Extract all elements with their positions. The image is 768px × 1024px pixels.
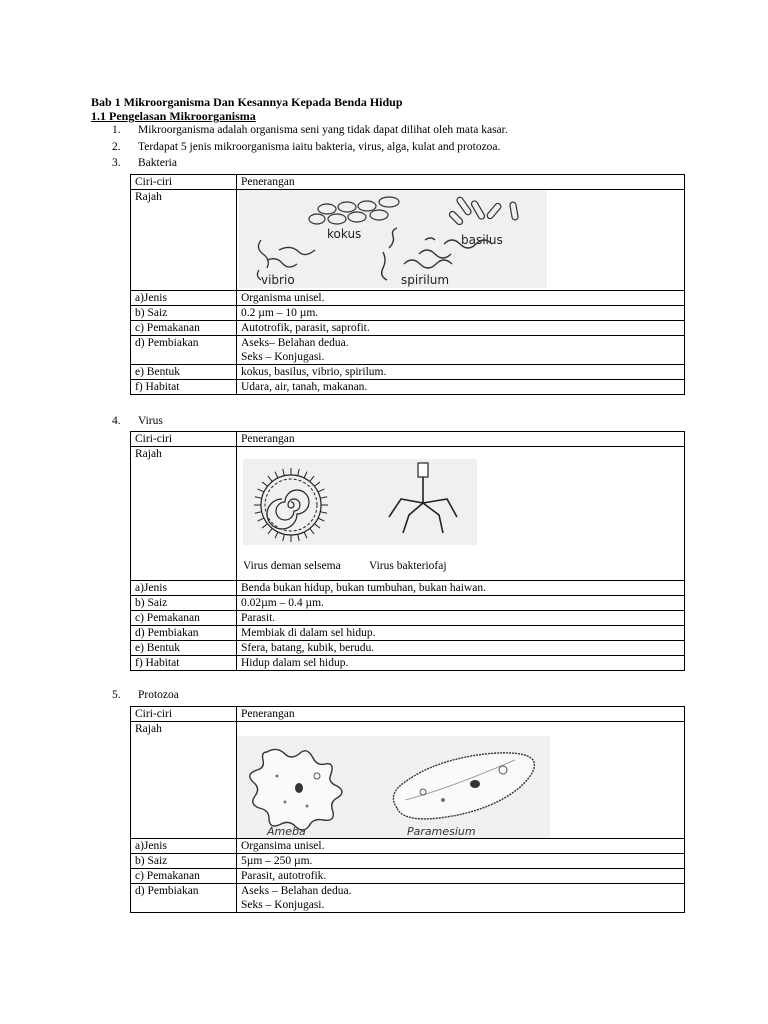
paramesium-shape — [393, 753, 534, 819]
virus-spike — [275, 472, 278, 478]
rajah-label: Rajah — [131, 447, 237, 581]
row-value: kokus, basilus, vibrio, spirilum. — [237, 365, 685, 380]
chapter-title: Bab 1 Mikroorganisma Dan Kesannya Kepada Benda Hidup — [91, 95, 403, 109]
virus-spike — [304, 532, 307, 538]
bacteriophage-caption: Virus bakteriofaj — [369, 560, 447, 572]
virus-spike — [298, 534, 300, 541]
list-text: Bakteria — [138, 157, 177, 169]
row-key: e) Bentuk — [131, 641, 237, 656]
virus-spike — [255, 497, 262, 499]
row-key: d) Pembiakan — [131, 336, 237, 365]
rajah-figure-cell — [237, 722, 685, 839]
row-key: f) Habitat — [131, 656, 237, 671]
list-item — [112, 141, 500, 153]
row-key: d) Pembiakan — [131, 884, 237, 913]
virus-spike — [255, 512, 262, 514]
row-value: Sfera, batang, kubik, berudu. — [237, 641, 685, 656]
table-row — [131, 321, 685, 336]
influenza-caption: Virus deman selsema — [243, 560, 341, 572]
row-value: 0.2 µm – 10 µm. — [237, 306, 685, 321]
table-row — [131, 291, 685, 306]
virus-spike — [298, 469, 300, 476]
table-row — [131, 656, 685, 671]
row-key: b) Saiz — [131, 854, 237, 869]
list-item — [112, 157, 177, 169]
row-key: b) Saiz — [131, 306, 237, 321]
virus-spike — [318, 489, 324, 492]
row-key: d) Pembiakan — [131, 626, 237, 641]
row-key: c) Pemakanan — [131, 869, 237, 884]
header-ciri: Ciri-ciri — [131, 707, 237, 722]
table-row — [131, 306, 685, 321]
table-header-row — [131, 432, 685, 447]
virus-spike — [268, 528, 272, 533]
list-text: Terdapat 5 jenis mikroorganisma iaitu bakteria, virus, alga, kulat and protozoa. — [138, 141, 501, 153]
list-number: 5. — [112, 689, 121, 701]
table-row — [131, 336, 685, 365]
header-penerangan: Penerangan — [237, 175, 685, 190]
virus-spike — [320, 497, 327, 499]
list-item — [112, 415, 163, 427]
row-value: Organisma unisel. — [237, 291, 685, 306]
row-key: a)Jenis — [131, 839, 237, 854]
basilus-label: basilus — [461, 233, 503, 247]
virus-spike — [320, 512, 327, 514]
rajah-label: Rajah — [131, 190, 237, 291]
table-row — [131, 611, 685, 626]
table-row — [131, 365, 685, 380]
row-value: Organsima unisel. — [237, 839, 685, 854]
rajah-label: Rajah — [131, 722, 237, 839]
kokus-label: kokus — [327, 227, 362, 241]
row-value: Membiak di dalam sel hidup. — [237, 626, 685, 641]
row-value: Parasit. — [237, 611, 685, 626]
virus-spike — [283, 469, 285, 476]
virus-spike — [310, 528, 314, 533]
protozoa-table — [130, 706, 685, 913]
row-value-line: Seks – Konjugasi. — [241, 351, 325, 363]
list-item — [112, 689, 179, 701]
section-title: 1.1 Pengelasan Mikroorganisma — [91, 109, 256, 123]
spirilum-label: spirilum — [401, 273, 450, 287]
row-value-line: Aseks– Belahan dedua. — [241, 337, 349, 349]
virus-spike — [314, 482, 319, 486]
virus-spike — [262, 524, 267, 528]
table-row — [131, 626, 685, 641]
virus-spike — [268, 476, 272, 481]
table-row — [131, 581, 685, 596]
ameba-label: Ameba — [267, 825, 306, 838]
vibrio-label: vibrio — [261, 273, 295, 287]
table-row — [131, 869, 685, 884]
virus-spike — [318, 518, 324, 521]
virus-spike — [310, 476, 314, 481]
protozoa-figure — [237, 736, 550, 838]
list-text: Protozoa — [138, 689, 179, 701]
row-key: a)Jenis — [131, 581, 237, 596]
virus-spike — [283, 534, 285, 541]
rajah-row — [131, 190, 685, 291]
table-row — [131, 380, 685, 395]
row-key: c) Pemakanan — [131, 611, 237, 626]
virus-figure — [243, 459, 477, 545]
rajah-row — [131, 722, 685, 839]
header-ciri: Ciri-ciri — [131, 432, 237, 447]
list-number: 3. — [112, 157, 121, 169]
table-header-row — [131, 707, 685, 722]
table-row — [131, 641, 685, 656]
rajah-row — [131, 447, 685, 581]
table-row — [131, 596, 685, 611]
kokus-shapes — [309, 197, 399, 224]
row-value: Autotrofik, parasit, saprofit. — [237, 321, 685, 336]
table-header-row — [131, 175, 685, 190]
row-value-line: Seks – Konjugasi. — [241, 899, 325, 911]
row-value: Benda bukan hidup, bukan tumbuhan, bukan haiwan. — [237, 581, 685, 596]
virus-spike — [275, 532, 278, 538]
table-row — [131, 839, 685, 854]
virus-table — [130, 431, 685, 671]
list-text: Mikroorganisma adalah organisma seni yang tidak dapat dilihat oleh mata kasar. — [138, 124, 508, 136]
basilus-shapes — [448, 196, 518, 226]
row-value — [237, 884, 685, 913]
virus-spike — [262, 482, 267, 486]
row-value: 5µm – 250 µm. — [237, 854, 685, 869]
virus-spike — [258, 489, 264, 492]
influenza-virus-shape — [254, 468, 328, 542]
row-key: e) Bentuk — [131, 365, 237, 380]
virus-spike — [314, 524, 319, 528]
rajah-figure-cell — [237, 190, 685, 291]
list-item — [112, 124, 508, 136]
row-key: b) Saiz — [131, 596, 237, 611]
header-penerangan: Penerangan — [237, 432, 685, 447]
row-value-line: Aseks – Belahan dedua. — [241, 885, 352, 897]
rajah-figure-cell — [237, 447, 685, 581]
row-value: Udara, air, tanah, makanan. — [237, 380, 685, 395]
row-value: 0.02µm – 0.4 µm. — [237, 596, 685, 611]
bacteriophage-shape — [389, 463, 457, 533]
row-value: Parasit, autotrofik. — [237, 869, 685, 884]
list-text: Virus — [138, 415, 163, 427]
paramesium-label: Paramesium — [407, 825, 476, 838]
list-number: 1. — [112, 124, 121, 136]
virus-spike — [258, 518, 264, 521]
row-value — [237, 336, 685, 365]
list-number: 4. — [112, 415, 121, 427]
table-row — [131, 884, 685, 913]
row-value: Hidup dalam sel hidup. — [237, 656, 685, 671]
row-key: c) Pemakanan — [131, 321, 237, 336]
row-key: a)Jenis — [131, 291, 237, 306]
virus-spike — [304, 472, 307, 478]
header-penerangan: Penerangan — [237, 707, 685, 722]
bakteria-table — [130, 174, 685, 395]
table-row — [131, 854, 685, 869]
ameba-shape — [250, 749, 342, 830]
list-number: 2. — [112, 141, 121, 153]
header-ciri: Ciri-ciri — [131, 175, 237, 190]
row-key: f) Habitat — [131, 380, 237, 395]
bacteria-figure — [239, 190, 547, 288]
